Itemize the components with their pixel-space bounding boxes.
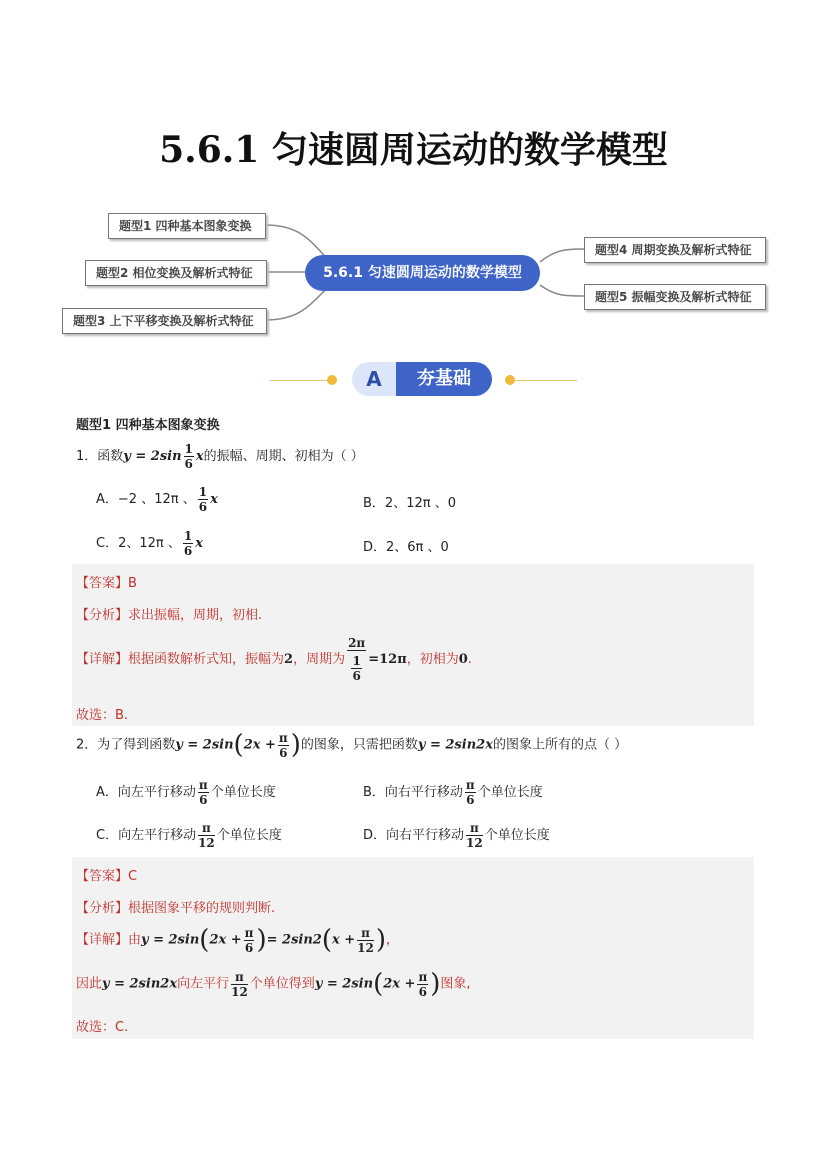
q1-detail-pre: 【详解】根据函数解析式知，振幅为 <box>76 652 285 667</box>
q1-option-a[interactable] <box>96 485 218 514</box>
q2-stem-math2: y = 2sin2x <box>417 737 493 753</box>
q2-stem <box>76 730 627 760</box>
q1-stem-pre: 1．函数 <box>76 449 124 464</box>
q2-option-d-frac <box>466 821 483 850</box>
q2-line2-frac-den: 12 <box>231 984 248 999</box>
q1-detail-end: . <box>467 652 472 667</box>
q1-analysis: 【分析】求出振幅，周期，初相. <box>76 608 263 623</box>
q1-detail-frac-den <box>351 654 361 683</box>
q2-detail-frac1-num: π <box>244 925 254 940</box>
q2-stem-frac <box>278 731 289 760</box>
q1-stem-post: 的振幅、周期、初相为（ ） <box>203 449 364 464</box>
q2-line2-frac <box>231 970 248 999</box>
q1-option-c[interactable] <box>96 529 203 558</box>
banner-dot-left <box>327 375 337 385</box>
q1-detail-mid: ，周期为 <box>293 652 346 667</box>
q1-option-a-var: x <box>210 492 218 507</box>
q2-option-a-frac-num: π <box>198 778 208 792</box>
q2-stem-inner: 2x + <box>243 737 276 753</box>
q2-option-a-frac <box>198 778 209 807</box>
q2-line2-paren-open: ( <box>373 969 384 999</box>
q1-option-c-frac-num: 1 <box>183 529 193 543</box>
q2-detail-in1: 2x + <box>209 932 242 948</box>
q1-option-a-frac-num: 1 <box>198 485 208 499</box>
mindmap-node-type2: 题型2 相位变换及解析式特征 <box>85 260 267 286</box>
q2-line2-frac2-num: π <box>418 969 428 984</box>
q2-line2-frac-num: π <box>231 970 248 985</box>
q1-stem <box>76 442 364 471</box>
q1-option-c-frac <box>183 529 193 558</box>
banner-letter: A <box>352 362 396 396</box>
q1-detail <box>76 636 472 683</box>
q2-option-d-pre: D．向右平行移动 <box>363 828 465 843</box>
mindmap-center-node: 5.6.1 匀速圆周运动的数学模型 <box>305 255 540 291</box>
q1-detail-frac-den-den: 6 <box>352 669 361 683</box>
mindmap-node-type4: 题型4 周期变换及解析式特征 <box>584 237 766 263</box>
q2-stem-post: 的图象上所有的点（ ） <box>492 737 628 753</box>
page-title: 5.6.1 匀速圆周运动的数学模型 <box>159 129 668 171</box>
q1-detail-frac <box>347 636 366 683</box>
q1-option-c-frac-den: 6 <box>183 544 193 558</box>
q2-stem-mid: 的图象，只需把函数 <box>300 737 418 753</box>
q2-option-b-frac-den: 6 <box>466 793 475 807</box>
q2-option-c-frac <box>198 821 215 850</box>
q2-option-d-frac-den: 12 <box>466 836 483 850</box>
mindmap-node-type5: 题型5 振幅变换及解析式特征 <box>584 284 766 310</box>
section-title: 题型1 四种基本图象变换 <box>76 418 220 433</box>
q2-paren-open: ( <box>233 730 244 760</box>
q1-answer: 【答案】B <box>76 576 137 591</box>
q1-option-c-var: x <box>195 536 203 551</box>
q2-option-c-frac-num: π <box>198 821 215 836</box>
q1-frac <box>184 442 194 471</box>
q2-line2-frac2 <box>417 970 428 999</box>
q2-detail-in2: x + <box>331 932 356 948</box>
q1-stem-var: x <box>195 449 204 464</box>
q1-detail-eq: =12π <box>368 652 407 667</box>
q2-option-a-frac-den: 6 <box>199 793 208 807</box>
q2-detail-paren2-open: ( <box>321 925 332 955</box>
q2-stem-math: y = 2sin <box>175 737 234 753</box>
q2-detail-paren2-close: ) <box>375 925 387 955</box>
q2-stem-pre: 2．为了得到函数 <box>76 737 176 753</box>
q2-option-c-post: 个单位长度 <box>216 828 282 843</box>
q2-line2-frac2-den: 6 <box>418 984 428 999</box>
mindmap-node-type3: 题型3 上下平移变换及解析式特征 <box>62 308 267 334</box>
q2-detail <box>76 925 399 955</box>
q2-answer: 【答案】C <box>76 869 138 884</box>
q2-option-b-frac <box>465 778 476 807</box>
q2-line2-end: 图象, <box>440 976 471 992</box>
q2-detail-frac1-den: 6 <box>244 940 254 955</box>
q2-option-d[interactable] <box>363 821 550 850</box>
q1-detail-phase: 0 <box>458 652 468 667</box>
q2-choose: 故选：C. <box>76 1020 129 1035</box>
q2-detail-paren1-open: ( <box>199 925 210 955</box>
q2-detail-frac2 <box>357 926 374 955</box>
q2-option-b[interactable] <box>363 778 543 807</box>
mindmap-connectors <box>0 0 827 400</box>
q1-option-a-frac <box>198 485 208 514</box>
q2-detail-frac2-den: 12 <box>357 940 374 955</box>
mindmap-node-type1: 题型1 四种基本图象变换 <box>108 213 266 239</box>
q1-detail-frac-num: 2π <box>348 636 366 650</box>
q2-answer-box <box>72 857 754 1039</box>
banner-label: 夯基础 <box>396 362 492 396</box>
q2-option-c-pre: C．向左平行移动 <box>96 828 197 843</box>
q1-frac-den: 6 <box>184 457 193 471</box>
q1-choose: 故选：B. <box>76 708 129 723</box>
q2-option-b-frac-num: π <box>465 778 475 792</box>
q1-detail-post: ，初相为 <box>406 652 459 667</box>
q2-analysis: 【分析】根据图象平移的规则判断. <box>76 901 276 916</box>
q2-detail-m1: y = 2sin <box>141 932 200 948</box>
q1-answer-box <box>72 564 754 726</box>
q2-line2-in: 2x + <box>383 976 416 992</box>
q2-detail-paren1-close: ) <box>256 925 267 955</box>
q1-option-c-text: C．2、12π 、 <box>96 536 181 551</box>
q1-option-b[interactable]: B．2、12π 、0 <box>363 496 456 511</box>
q2-option-a[interactable] <box>96 778 276 807</box>
q2-line2-m: y = 2sin2x <box>102 976 178 992</box>
q2-detail-frac1 <box>244 926 255 955</box>
q2-option-a-pre: A．向左平行移动 <box>96 785 196 800</box>
q2-detail-end: ， <box>386 932 400 948</box>
q2-line2-paren-close: ) <box>430 969 441 999</box>
q2-option-c-frac-den: 12 <box>198 836 215 850</box>
q1-option-d[interactable]: D．2、6π 、0 <box>363 540 449 555</box>
q2-detail-line2 <box>76 969 471 999</box>
q1-frac-num: 1 <box>184 442 193 456</box>
banner-line-right <box>512 380 577 381</box>
section-banner <box>352 362 492 396</box>
q2-paren-close: ) <box>290 730 301 760</box>
q1-detail-amp: 2 <box>284 652 294 667</box>
q2-detail-pre: 【详解】由 <box>76 932 142 948</box>
q2-line2-mid2: 个单位得到 <box>249 976 315 992</box>
q2-line2-mid: 向左平行 <box>177 976 230 992</box>
q2-line2-pre: 因此 <box>76 976 103 992</box>
q2-stem-frac-den: 6 <box>279 745 288 760</box>
q2-option-c[interactable] <box>96 821 282 850</box>
q1-option-a-text: A．−2 、12π 、 <box>96 492 196 507</box>
q2-option-b-post: 个单位长度 <box>477 785 543 800</box>
q1-option-a-frac-den: 6 <box>198 500 208 514</box>
q1-detail-frac-den-num: 1 <box>352 654 361 668</box>
q2-option-d-frac-num: π <box>466 821 483 836</box>
q2-line2-m2: y = 2sin <box>314 976 374 992</box>
q2-detail-frac2-num: π <box>357 926 374 941</box>
q2-detail-eq: = 2sin2 <box>266 932 322 948</box>
q2-stem-frac-num: π <box>278 730 288 745</box>
q1-stem-math: y = 2sin <box>123 449 182 464</box>
q2-option-b-pre: B．向右平行移动 <box>363 785 463 800</box>
q2-option-d-post: 个单位长度 <box>484 828 550 843</box>
q2-option-a-post: 个单位长度 <box>210 785 276 800</box>
banner-line-left <box>270 380 332 381</box>
